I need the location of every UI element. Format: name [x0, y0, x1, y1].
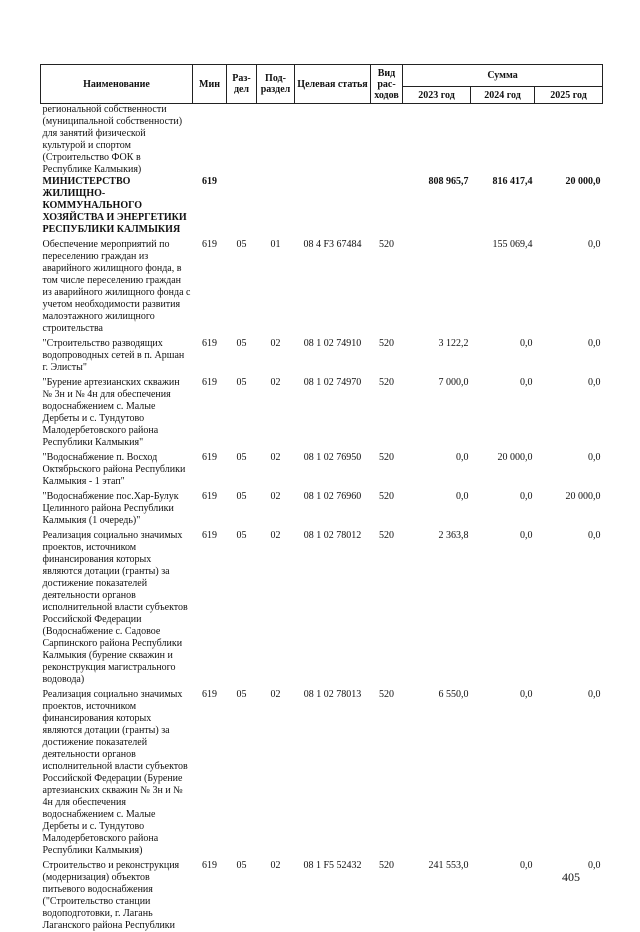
- cell-rz: 05: [227, 686, 257, 857]
- col-header-sum: Сумма: [403, 65, 603, 87]
- cell-min: 619: [193, 335, 227, 374]
- cell-pr: 02: [257, 857, 295, 932]
- cell-rz: 05: [227, 857, 257, 932]
- cell-vr: 520: [371, 374, 403, 449]
- cell-rz: 05: [227, 488, 257, 527]
- cell-s2023: 3 122,2: [403, 335, 471, 374]
- cell-rz: [227, 176, 257, 236]
- cell-min: [193, 104, 227, 177]
- col-header-podrazdel: Под-раздел: [257, 65, 295, 104]
- col-header-min: Мин: [193, 65, 227, 104]
- cell-min: 619: [193, 857, 227, 932]
- cell-s2024: 816 417,4: [471, 176, 535, 236]
- cell-s2023: [403, 236, 471, 335]
- cell-pr: 01: [257, 236, 295, 335]
- cell-s2025: 0,0: [535, 857, 603, 932]
- cell-rz: 05: [227, 335, 257, 374]
- cell-cs: 08 4 F3 67484: [295, 236, 371, 335]
- cell-min: 619: [193, 527, 227, 686]
- cell-min: 619: [193, 374, 227, 449]
- cell-name: МИНИСТЕРСТВО ЖИЛИЩНО-КОММУНАЛЬНОГО ХОЗЯЙСТВА И ЭНЕРГЕТИКИ РЕСПУБЛИКИ КАЛМЫКИЯ: [41, 176, 193, 236]
- cell-s2023: 0,0: [403, 488, 471, 527]
- cell-pr: [257, 104, 295, 177]
- cell-cs: 08 1 02 76960: [295, 488, 371, 527]
- cell-vr: [371, 176, 403, 236]
- cell-pr: 02: [257, 527, 295, 686]
- cell-s2024: 0,0: [471, 374, 535, 449]
- cell-cs: 08 1 02 74970: [295, 374, 371, 449]
- cell-s2024: 0,0: [471, 857, 535, 932]
- table-row: [41, 686, 603, 857]
- cell-s2023: 808 965,7: [403, 176, 471, 236]
- cell-rz: 05: [227, 449, 257, 488]
- cell-s2025: 0,0: [535, 236, 603, 335]
- cell-name: "Строительство разводящих водопроводных сетей в п. Аршан г. Элисты": [41, 335, 193, 374]
- cell-cs: 08 1 02 78012: [295, 527, 371, 686]
- cell-cs: 08 1 02 74910: [295, 335, 371, 374]
- cell-name: "Бурение артезианских скважин № 3н и № 4н для обеспечения водоснабжением с. Малые Дербеты и с. Тундутово Малодербетовского района Республики Калмыкия": [41, 374, 193, 449]
- cell-s2023: 6 550,0: [403, 686, 471, 857]
- cell-name: Строительство и реконструкция (модернизация) объектов питьевого водоснабжения ("Строительство станции водоподготовки, г. Лагань Лаганского района Республики: [41, 857, 193, 932]
- col-header-2024: 2024 год: [471, 87, 535, 104]
- cell-vr: 520: [371, 857, 403, 932]
- table-row: [41, 527, 603, 686]
- cell-s2023: 241 553,0: [403, 857, 471, 932]
- col-header-2023: 2023 год: [403, 87, 471, 104]
- cell-rz: [227, 104, 257, 177]
- page-number: 405: [562, 870, 580, 885]
- col-header-2025: 2025 год: [535, 87, 603, 104]
- cell-pr: [257, 176, 295, 236]
- cell-pr: 02: [257, 488, 295, 527]
- cell-cs: 08 1 02 78013: [295, 686, 371, 857]
- cell-min: 619: [193, 488, 227, 527]
- cell-name: региональной собственности (муниципальной собственности) для занятий физической культурой и спортом (Строительство ФОК в Республике Калмыкия): [41, 104, 193, 177]
- cell-s2025: 0,0: [535, 374, 603, 449]
- cell-name: Реализация социально значимых проектов, источником финансирования которых являются дотации (гранты) за достижение показателей деятельности органов исполнительной власти субъектов Российской Федерации (Водоснабжение с. Садовое Сарпинского района Республики Калмыкия (бурение скважин и реконструкция магистрального водовода): [41, 527, 193, 686]
- cell-vr: [371, 104, 403, 177]
- cell-cs: 08 1 F5 52432: [295, 857, 371, 932]
- table-row: [41, 488, 603, 527]
- cell-rz: 05: [227, 527, 257, 686]
- cell-min: 619: [193, 236, 227, 335]
- cell-vr: 520: [371, 527, 403, 686]
- cell-rz: 05: [227, 236, 257, 335]
- cell-pr: 02: [257, 374, 295, 449]
- cell-min: 619: [193, 449, 227, 488]
- table-row: [41, 236, 603, 335]
- table-row: [41, 176, 603, 236]
- cell-vr: 520: [371, 488, 403, 527]
- cell-s2024: 0,0: [471, 335, 535, 374]
- cell-s2025: 20 000,0: [535, 488, 603, 527]
- cell-s2024: 155 069,4: [471, 236, 535, 335]
- cell-pr: 02: [257, 335, 295, 374]
- table-row: [41, 857, 603, 932]
- cell-s2024: 20 000,0: [471, 449, 535, 488]
- cell-rz: 05: [227, 374, 257, 449]
- cell-s2023: 0,0: [403, 449, 471, 488]
- table-header: [41, 65, 603, 104]
- cell-s2023: 7 000,0: [403, 374, 471, 449]
- cell-s2025: 0,0: [535, 335, 603, 374]
- cell-min: 619: [193, 176, 227, 236]
- cell-s2025: 20 000,0: [535, 176, 603, 236]
- cell-s2023: [403, 104, 471, 177]
- cell-s2024: 0,0: [471, 527, 535, 686]
- table-row: [41, 335, 603, 374]
- table-row: [41, 104, 603, 177]
- cell-name: "Водоснабжение пос.Хар-Булук Целинного района Республики Калмыкия (1 очередь)": [41, 488, 193, 527]
- cell-s2025: 0,0: [535, 449, 603, 488]
- budget-table: [40, 64, 603, 932]
- cell-s2024: 0,0: [471, 686, 535, 857]
- cell-s2025: [535, 104, 603, 177]
- cell-pr: 02: [257, 686, 295, 857]
- cell-pr: 02: [257, 449, 295, 488]
- cell-cs: 08 1 02 76950: [295, 449, 371, 488]
- table-row: [41, 374, 603, 449]
- cell-s2025: 0,0: [535, 686, 603, 857]
- col-header-expense-type: Вид рас-ходов: [371, 65, 403, 104]
- cell-name: Обеспечение мероприятий по переселению граждан из аварийного жилищного фонда, в том числе переселению граждан из аварийного жилищного фонда с учетом необходимости развития малоэтажного жилищного строительства: [41, 236, 193, 335]
- col-header-target-article: Целевая статья: [295, 65, 371, 104]
- cell-cs: [295, 176, 371, 236]
- table-body: [41, 104, 603, 932]
- cell-min: 619: [193, 686, 227, 857]
- cell-cs: [295, 104, 371, 177]
- col-header-razdel: Раз-дел: [227, 65, 257, 104]
- cell-vr: 520: [371, 335, 403, 374]
- table-row: [41, 449, 603, 488]
- cell-s2024: [471, 104, 535, 177]
- cell-s2024: 0,0: [471, 488, 535, 527]
- col-header-name: Наименование: [41, 65, 193, 104]
- cell-s2023: 2 363,8: [403, 527, 471, 686]
- cell-vr: 520: [371, 686, 403, 857]
- cell-vr: 520: [371, 449, 403, 488]
- cell-name: "Водоснабжение п. Восход Октябрьского района Республики Калмыкия - 1 этап": [41, 449, 193, 488]
- cell-s2025: 0,0: [535, 527, 603, 686]
- cell-name: Реализация социально значимых проектов, источником финансирования которых являются дотации (гранты) за достижение показателей деятельности органов исполнительной власти субъектов Российской Федерации (Бурение артезианских скважин № 3н и № 4н для обеспечения водоснабжением с. Малые Дербеты и с. Тундутово Малодербетовского района Республики Калмыкия): [41, 686, 193, 857]
- cell-vr: 520: [371, 236, 403, 335]
